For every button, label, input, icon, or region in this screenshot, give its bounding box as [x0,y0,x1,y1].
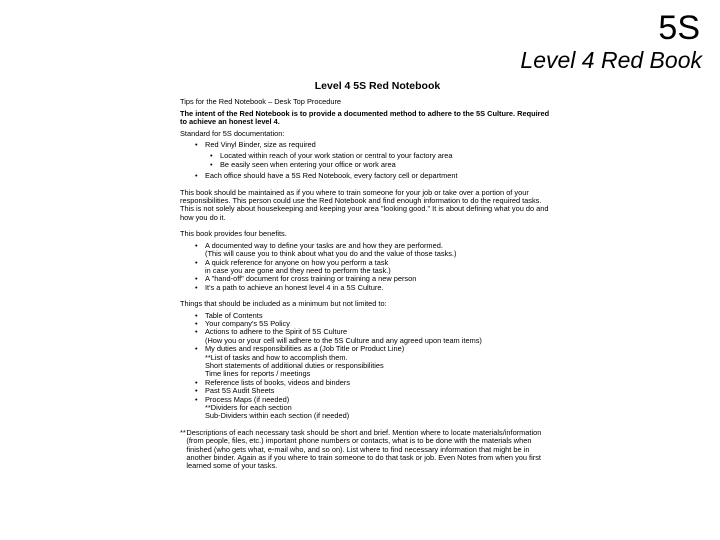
document-title: Level 4 5S Red Notebook [314,80,441,92]
benefits-list [180,242,555,292]
list-item: • A quick reference for anyone on how you perform a task [205,259,555,267]
standard-list [180,141,555,149]
list-item: • Table of Contents [205,312,555,320]
list-item: • Your company's 5S Policy [205,320,555,328]
include-list [180,312,555,421]
list-item: • It's a path to achieve an honest level 4 in a 5S Culture. [205,284,555,292]
standard-list-2 [180,172,555,180]
list-item: • A "hand-off" document for cross training or training a new person [205,275,555,283]
list-item: • A documented way to define your tasks are and how they are performed. [205,242,555,250]
list-item: • Process Maps (if needed) [205,396,555,404]
intent-paragraph: The intent of the Red Notebook is to provide a documented method to adhere to the 5S Culture. Required to achieve an honest level 4. [180,108,550,127]
list-item: in case you are gone and they need to perform the task.) [205,265,391,275]
maintain-paragraph: This book should be maintained as if you where to train someone for your job or take over a portion of your responsibilities. This person could use the Red Notebook and find enough information to do the required tasks. This is not solely about housekeeping and keeping your area "looking good." It is about defining what you do and how you do it. [180,187,549,222]
list-item: • Each office should have a 5S Red Notebook, every factory cell or department [205,172,555,180]
slide-title: 5S [658,9,700,47]
tips-heading: Tips for the Red Notebook – Desk Top Procedure [180,97,342,107]
list-item: Short statements of additional duties or responsibilities [205,360,384,370]
list-item: • Located within reach of your work station or central to your factory area [220,152,555,160]
list-item: **Dividers for each section [205,403,292,412]
list-item: • Past 5S Audit Sheets [205,387,555,395]
footnote-mark: ** [180,427,186,437]
list-item: (How you or your cell will adhere to the 5S Culture and any agreed upon team items) [205,335,482,345]
list-item: Sub-Dividers within each section (if needed) [205,411,350,421]
standard-sublist [180,152,555,169]
footnote [180,429,555,471]
list-item: • Actions to adhere to the Spirit of 5S Culture [205,328,555,336]
slide-subtitle: Level 4 Red Book [520,47,702,73]
include-heading: Things that should be included as a minimum but not limited to: [180,299,387,309]
list-item: • Be easily seen when entering your office or work area [220,161,555,169]
list-item: Time lines for reports / meetings [205,369,311,379]
standard-heading: Standard for 5S documentation: [180,128,285,138]
list-item: • Red Vinyl Binder, size as required [205,141,555,149]
benefits-heading: This book provides four benefits. [180,229,287,239]
document-page [180,82,555,471]
list-item: • My duties and responsibilities as a (Job Title or Product Line) [205,345,555,353]
list-item: • Reference lists of books, videos and binders [205,379,555,387]
footnote-text: Descriptions of each necessary task should be short and brief. Mention where to locate materials/information (from people, files, etc.) important phone numbers or contacts, what is to be done with the materials when finished (who gets what, e-mail who, and so on). List where to find necessary information that might be in another binder. Again as if you where to train someone to do that task or job. Even Notes from when you first learned some of your tasks. [186,427,542,471]
list-item: (This will cause you to think about what you do and the value of those tasks.) [205,249,457,259]
list-item: **List of tasks and how to accomplish them. [205,352,348,362]
